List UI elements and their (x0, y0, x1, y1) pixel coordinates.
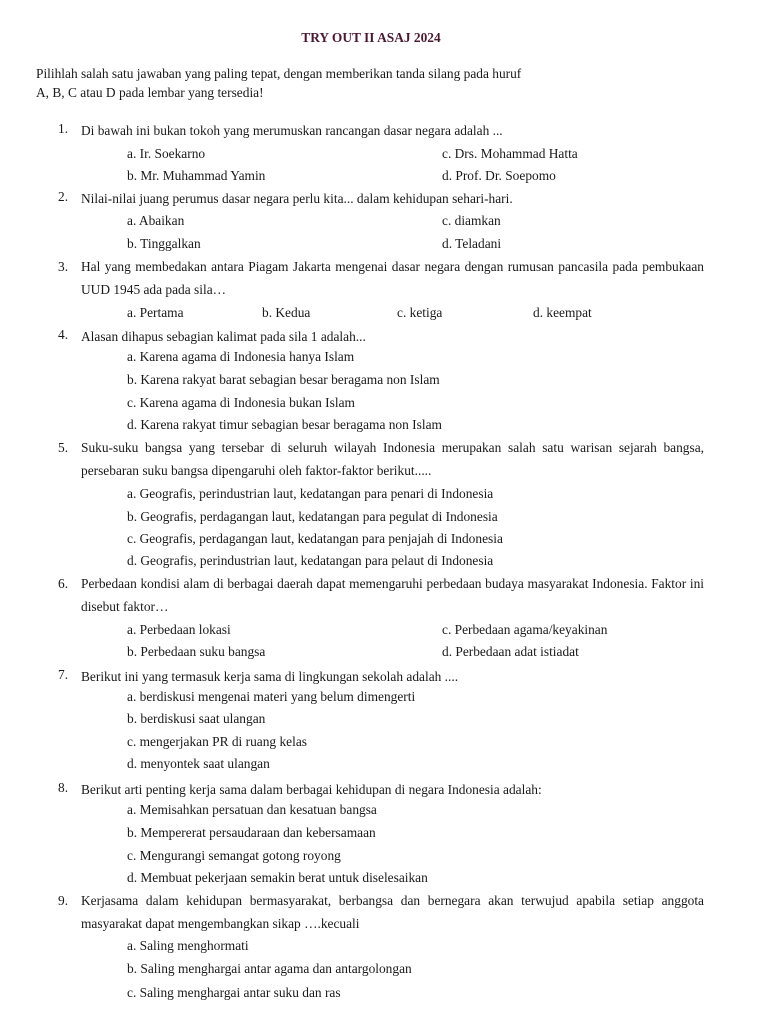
question-text: Kerjasama dalam kehidupan bermasyarakat, berbangsa dan bernegara akan terwujud apabila setiap anggota masyarakat dapat mengembangkan sikap ….kecuali (81, 893, 704, 931)
instruction (36, 64, 521, 102)
question-number: 6. (58, 576, 69, 591)
question-number: 5. (58, 440, 69, 455)
option-b[interactable]: b. berdiskusi saat ulangan (127, 711, 266, 726)
option-a[interactable]: a. Karena agama di Indonesia hanya Islam (127, 349, 355, 364)
page-title: TRY OUT II ASAJ 2024 (301, 30, 441, 45)
option-a[interactable]: a. Ir. Soekarno (127, 146, 206, 161)
question-text: Berikut ini yang termasuk kerja sama di lingkungan sekolah adalah .... (81, 669, 459, 684)
option-b[interactable]: b. Kedua (262, 305, 311, 320)
option-a[interactable]: a. Saling menghormati (127, 938, 249, 953)
option-d[interactable]: d. Geografis, perindustrian laut, kedatangan para pelaut di Indonesia (127, 553, 494, 568)
option-d[interactable]: d. menyontek saat ulangan (127, 756, 270, 771)
option-b[interactable]: b. Mr. Muhammad Yamin (127, 168, 266, 183)
question-text: Berikut arti penting kerja sama dalam berbagai kehidupan di negara Indonesia adalah: (81, 782, 542, 797)
question-text: Nilai-nilai juang perumus dasar negara perlu kita... dalam kehidupan sehari-hari. (81, 191, 513, 206)
option-b[interactable]: b. Saling menghargai antar agama dan antargolongan (127, 961, 412, 976)
option-c[interactable]: c. Perbedaan agama/keyakinan (442, 622, 608, 637)
question-number: 9. (58, 893, 69, 908)
option-a[interactable]: a. Geografis, perindustrian laut, kedatangan para penari di Indonesia (127, 486, 494, 501)
option-d[interactable]: d. Prof. Dr. Soepomo (442, 168, 556, 183)
option-d[interactable]: d. Membuat pekerjaan semakin berat untuk diselesaikan (127, 870, 428, 885)
option-a[interactable]: a. berdiskusi mengenai materi yang belum dimengerti (127, 689, 416, 704)
question-text: Alasan dihapus sebagian kalimat pada sila 1 adalah... (81, 329, 366, 344)
option-d[interactable]: d. Karena rakyat timur sebagian besar beragama non Islam (127, 417, 442, 432)
option-c[interactable]: c. Geografis, perdagangan laut, kedatangan para penjajah di Indonesia (127, 531, 503, 546)
question-number: 4. (58, 327, 69, 342)
option-b[interactable]: b. Mempererat persaudaraan dan kebersamaan (127, 825, 376, 840)
question-text: Suku-suku bangsa yang tersebar di seluruh wilayah Indonesia merupakan salah satu warisan sejarah bangsa, persebaran suku bangsa dipengaruhi oleh faktor-faktor berikut..... (81, 440, 704, 478)
question-text: Hal yang membedakan antara Piagam Jakarta mengenai dasar negara dengan rumusan pancasila pada pembukaan UUD 1945 ada pada sila… (81, 259, 704, 297)
option-d[interactable]: d. Perbedaan adat istiadat (442, 644, 579, 659)
question-number: 7. (58, 667, 69, 682)
option-d[interactable]: d. Teladani (442, 236, 502, 251)
question-text: Perbedaan kondisi alam di berbagai daerah dapat memengaruhi perbedaan budaya masyarakat Indonesia. Faktor ini disebut faktor… (81, 576, 704, 614)
option-a[interactable]: a. Pertama (127, 305, 184, 320)
option-c[interactable]: c. Karena agama di Indonesia bukan Islam (127, 395, 355, 410)
option-b[interactable]: b. Tinggalkan (127, 236, 201, 251)
option-c[interactable]: c. ketiga (397, 305, 443, 320)
option-c[interactable]: c. diamkan (442, 213, 501, 228)
option-b[interactable]: b. Perbedaan suku bangsa (127, 644, 266, 659)
option-a[interactable]: a. Abaikan (127, 213, 185, 228)
option-c[interactable]: c. Drs. Mohammad Hatta (442, 146, 578, 161)
option-a[interactable]: a. Perbedaan lokasi (127, 622, 231, 637)
option-d[interactable]: d. keempat (533, 305, 592, 320)
question-number: 8. (58, 780, 69, 795)
question-number: 2. (58, 189, 69, 204)
option-b[interactable]: b. Geografis, perdagangan laut, kedatangan para pegulat di Indonesia (127, 509, 498, 524)
question-number: 1. (58, 121, 69, 136)
question-number: 3. (58, 259, 69, 274)
question-text: Di bawah ini bukan tokoh yang merumuskan rancangan dasar negara adalah ... (81, 123, 503, 138)
option-a[interactable]: a. Memisahkan persatuan dan kesatuan bangsa (127, 802, 377, 817)
option-c[interactable]: c. mengerjakan PR di ruang kelas (127, 734, 307, 749)
option-c[interactable]: c. Mengurangi semangat gotong royong (127, 848, 341, 863)
option-b[interactable]: b. Karena rakyat barat sebagian besar beragama non Islam (127, 372, 440, 387)
instruction-line: A, B, C atau D pada lembar yang tersedia! (36, 85, 264, 100)
option-c[interactable]: c. Saling menghargai antar suku dan ras (127, 985, 341, 1000)
instruction-line: Pilihlah salah satu jawaban yang paling tepat, dengan memberikan tanda silang pada huruf (36, 66, 522, 81)
